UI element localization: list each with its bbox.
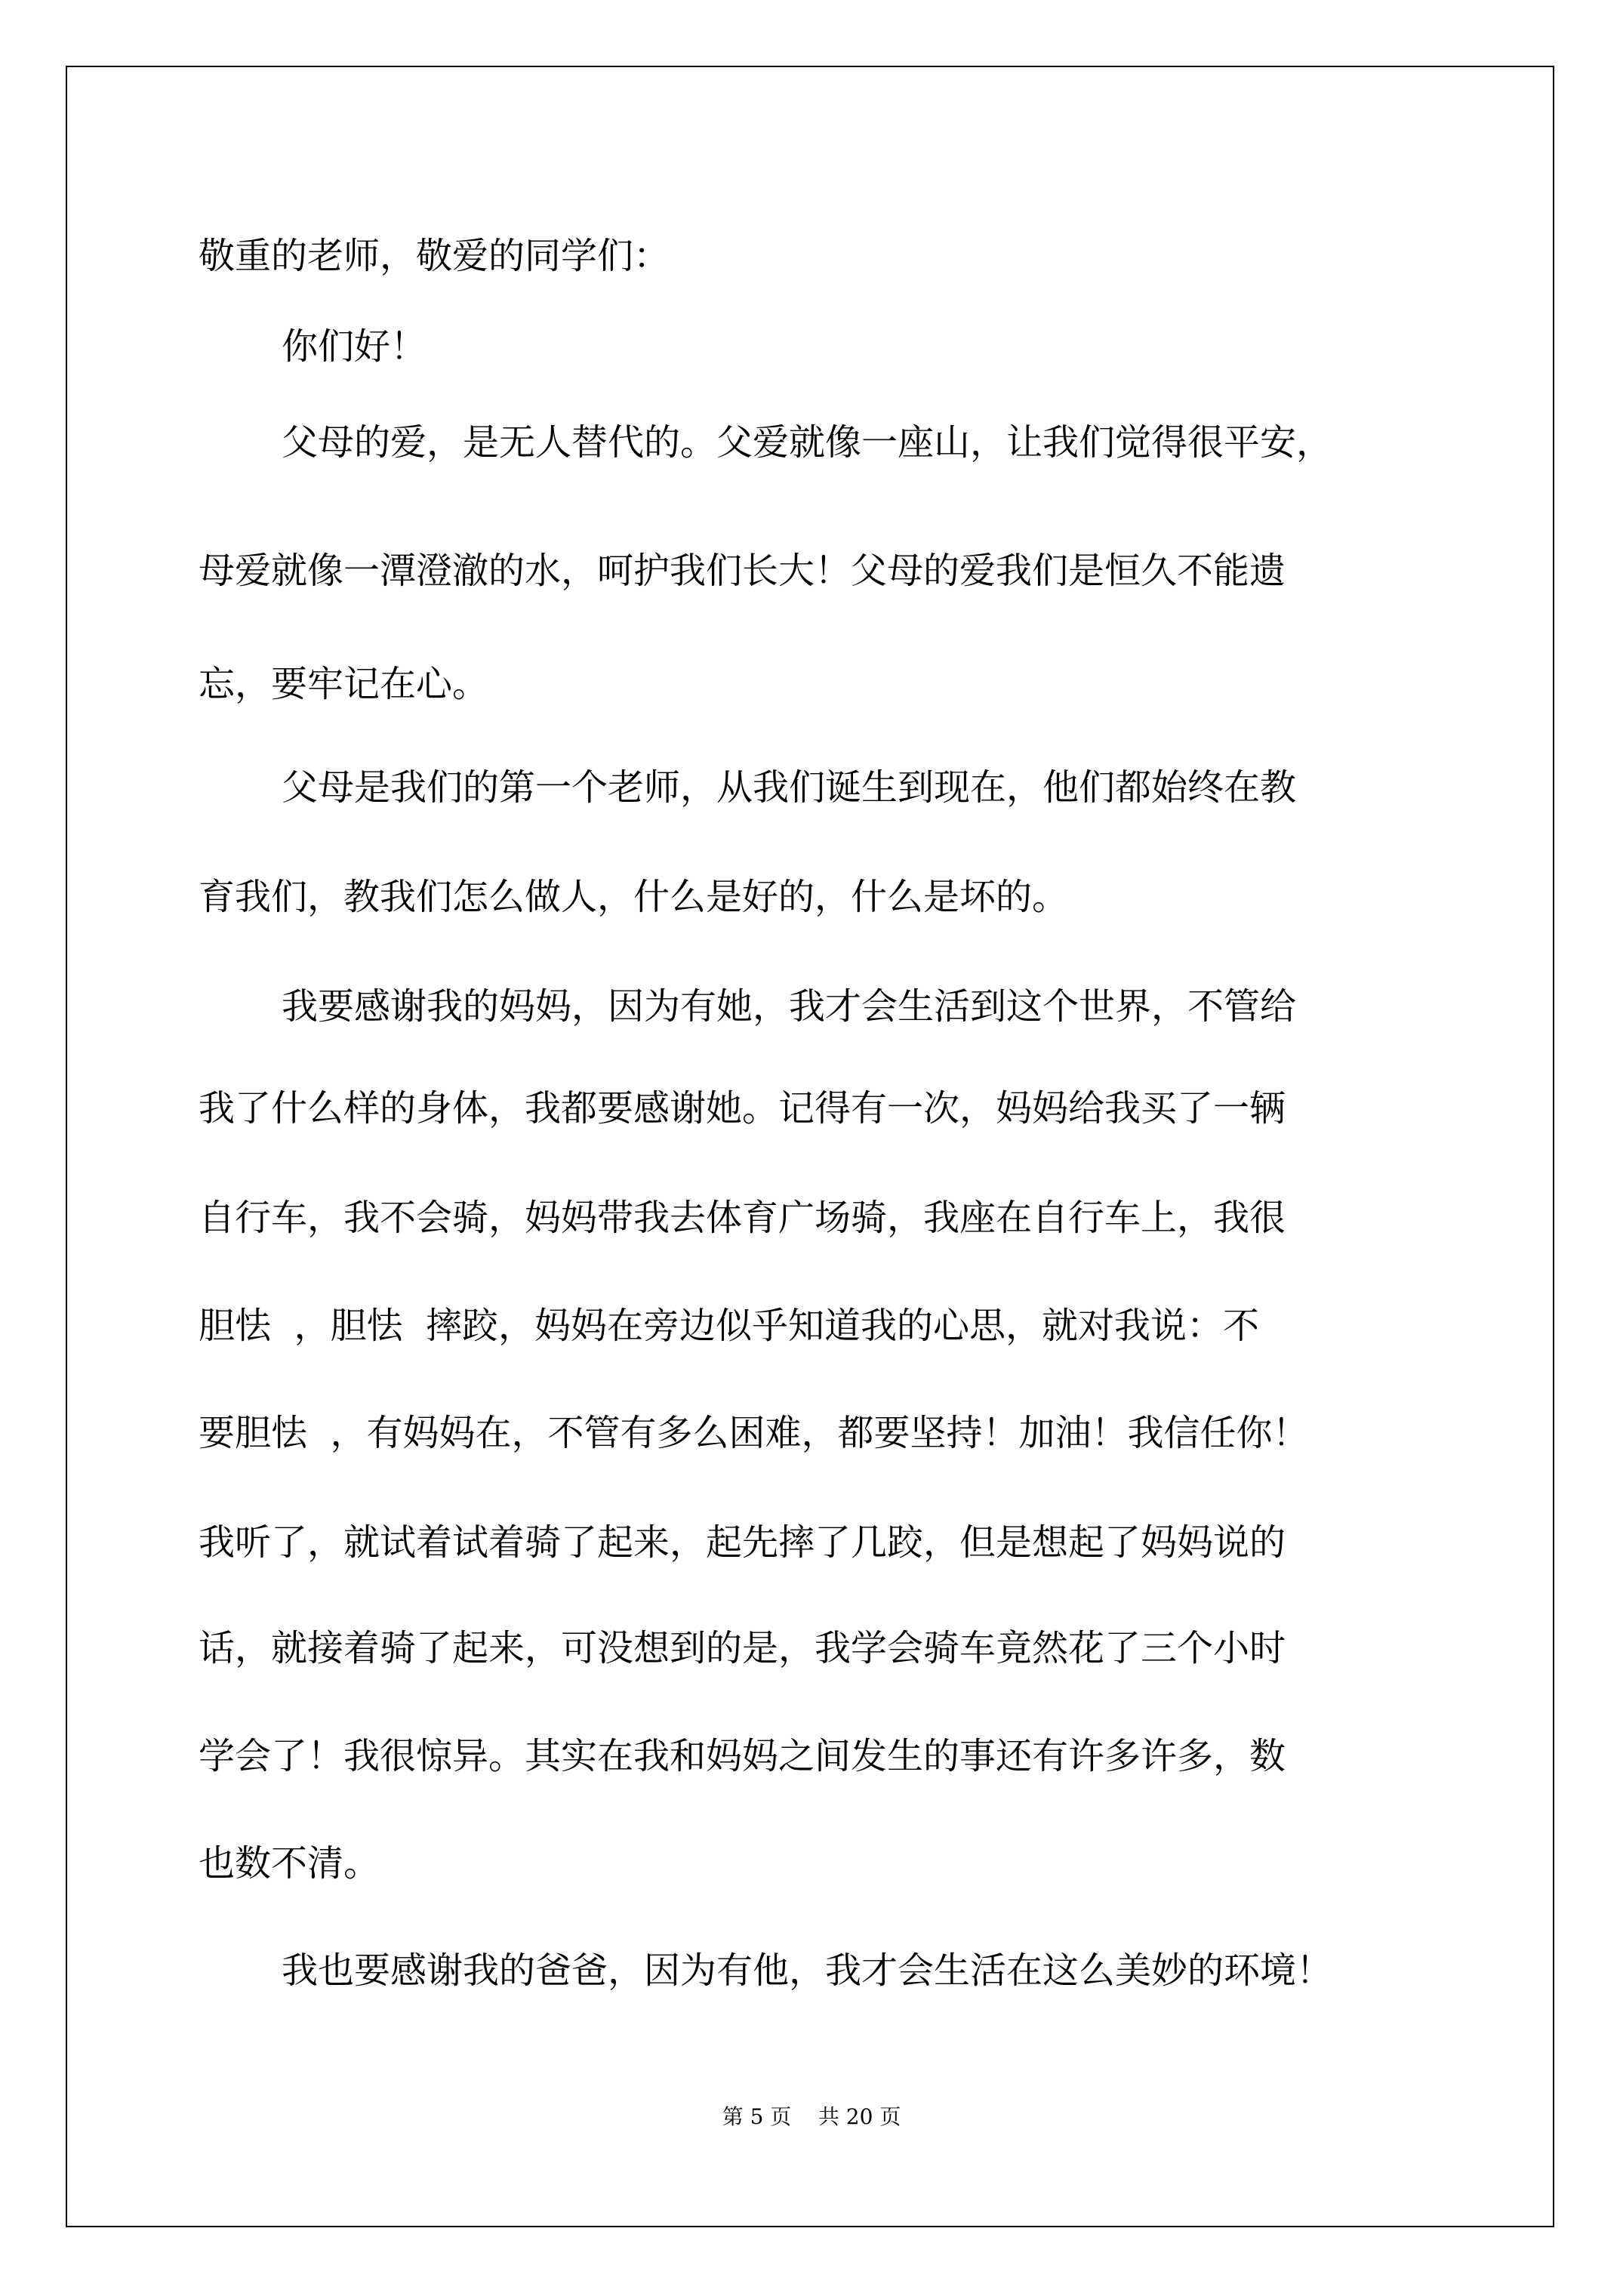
paragraph-line: 我要感谢我的妈妈，因为有她，我才会生活到这个世界，不管给 (282, 985, 1297, 1028)
paragraph-line: 母爱就像一潭澄澈的水，呵护我们长大！父母的爱我们是恒久不能遗 (199, 550, 1286, 592)
paragraph-line: 自行车，我不会骑，妈妈带我去体育广场骑，我座在自行车上，我很 (199, 1197, 1286, 1239)
paragraph-line: 话，就接着骑了起来，可没想到的是，我学会骑车竟然花了三个小时 (199, 1627, 1286, 1669)
greeting-line: 敬重的老师，敬爱的同学们： (199, 235, 670, 277)
paragraph-line: 父母的爱，是无人替代的。父爱就像一座山，让我们觉得很平安， (282, 421, 1333, 464)
page-border (66, 66, 1554, 2227)
paragraph-line: 忘，要牢记在心。 (199, 663, 489, 705)
paragraph-line: 学会了！我很惊异。其实在我和妈妈之间发生的事还有许多许多，数 (199, 1735, 1286, 1777)
page-number-footer: 第 5 页 共 20 页 (722, 2104, 901, 2129)
paragraph-line: 父母是我们的第一个老师，从我们诞生到现在，他们都始终在教 (282, 766, 1297, 809)
paragraph-line: 要胆怯 ，有妈妈在，不管有多么困难，都要坚持！加油！我信任你！ (199, 1412, 1309, 1454)
paragraph-line: 育我们，教我们怎么做人，什么是好的，什么是坏的。 (199, 876, 1069, 918)
paragraph-line: 我听了，就试着试着骑了起来，起先摔了几跤，但是想起了妈妈说的 (199, 1521, 1286, 1564)
paragraph-line: 胆怯 ，胆怯 摔跤，妈妈在旁边似乎知道我的心思，就对我说：不 (199, 1305, 1260, 1347)
paragraph-line: 我了什么样的身体，我都要感谢她。记得有一次，妈妈给我买了一辆 (199, 1087, 1286, 1130)
paragraph-line: 我也要感谢我的爸爸，因为有他，我才会生活在这么美妙的环境！ (282, 1949, 1333, 1992)
paragraph-line: 也数不清。 (199, 1842, 380, 1885)
salutation-line: 你们好！ (282, 325, 427, 368)
